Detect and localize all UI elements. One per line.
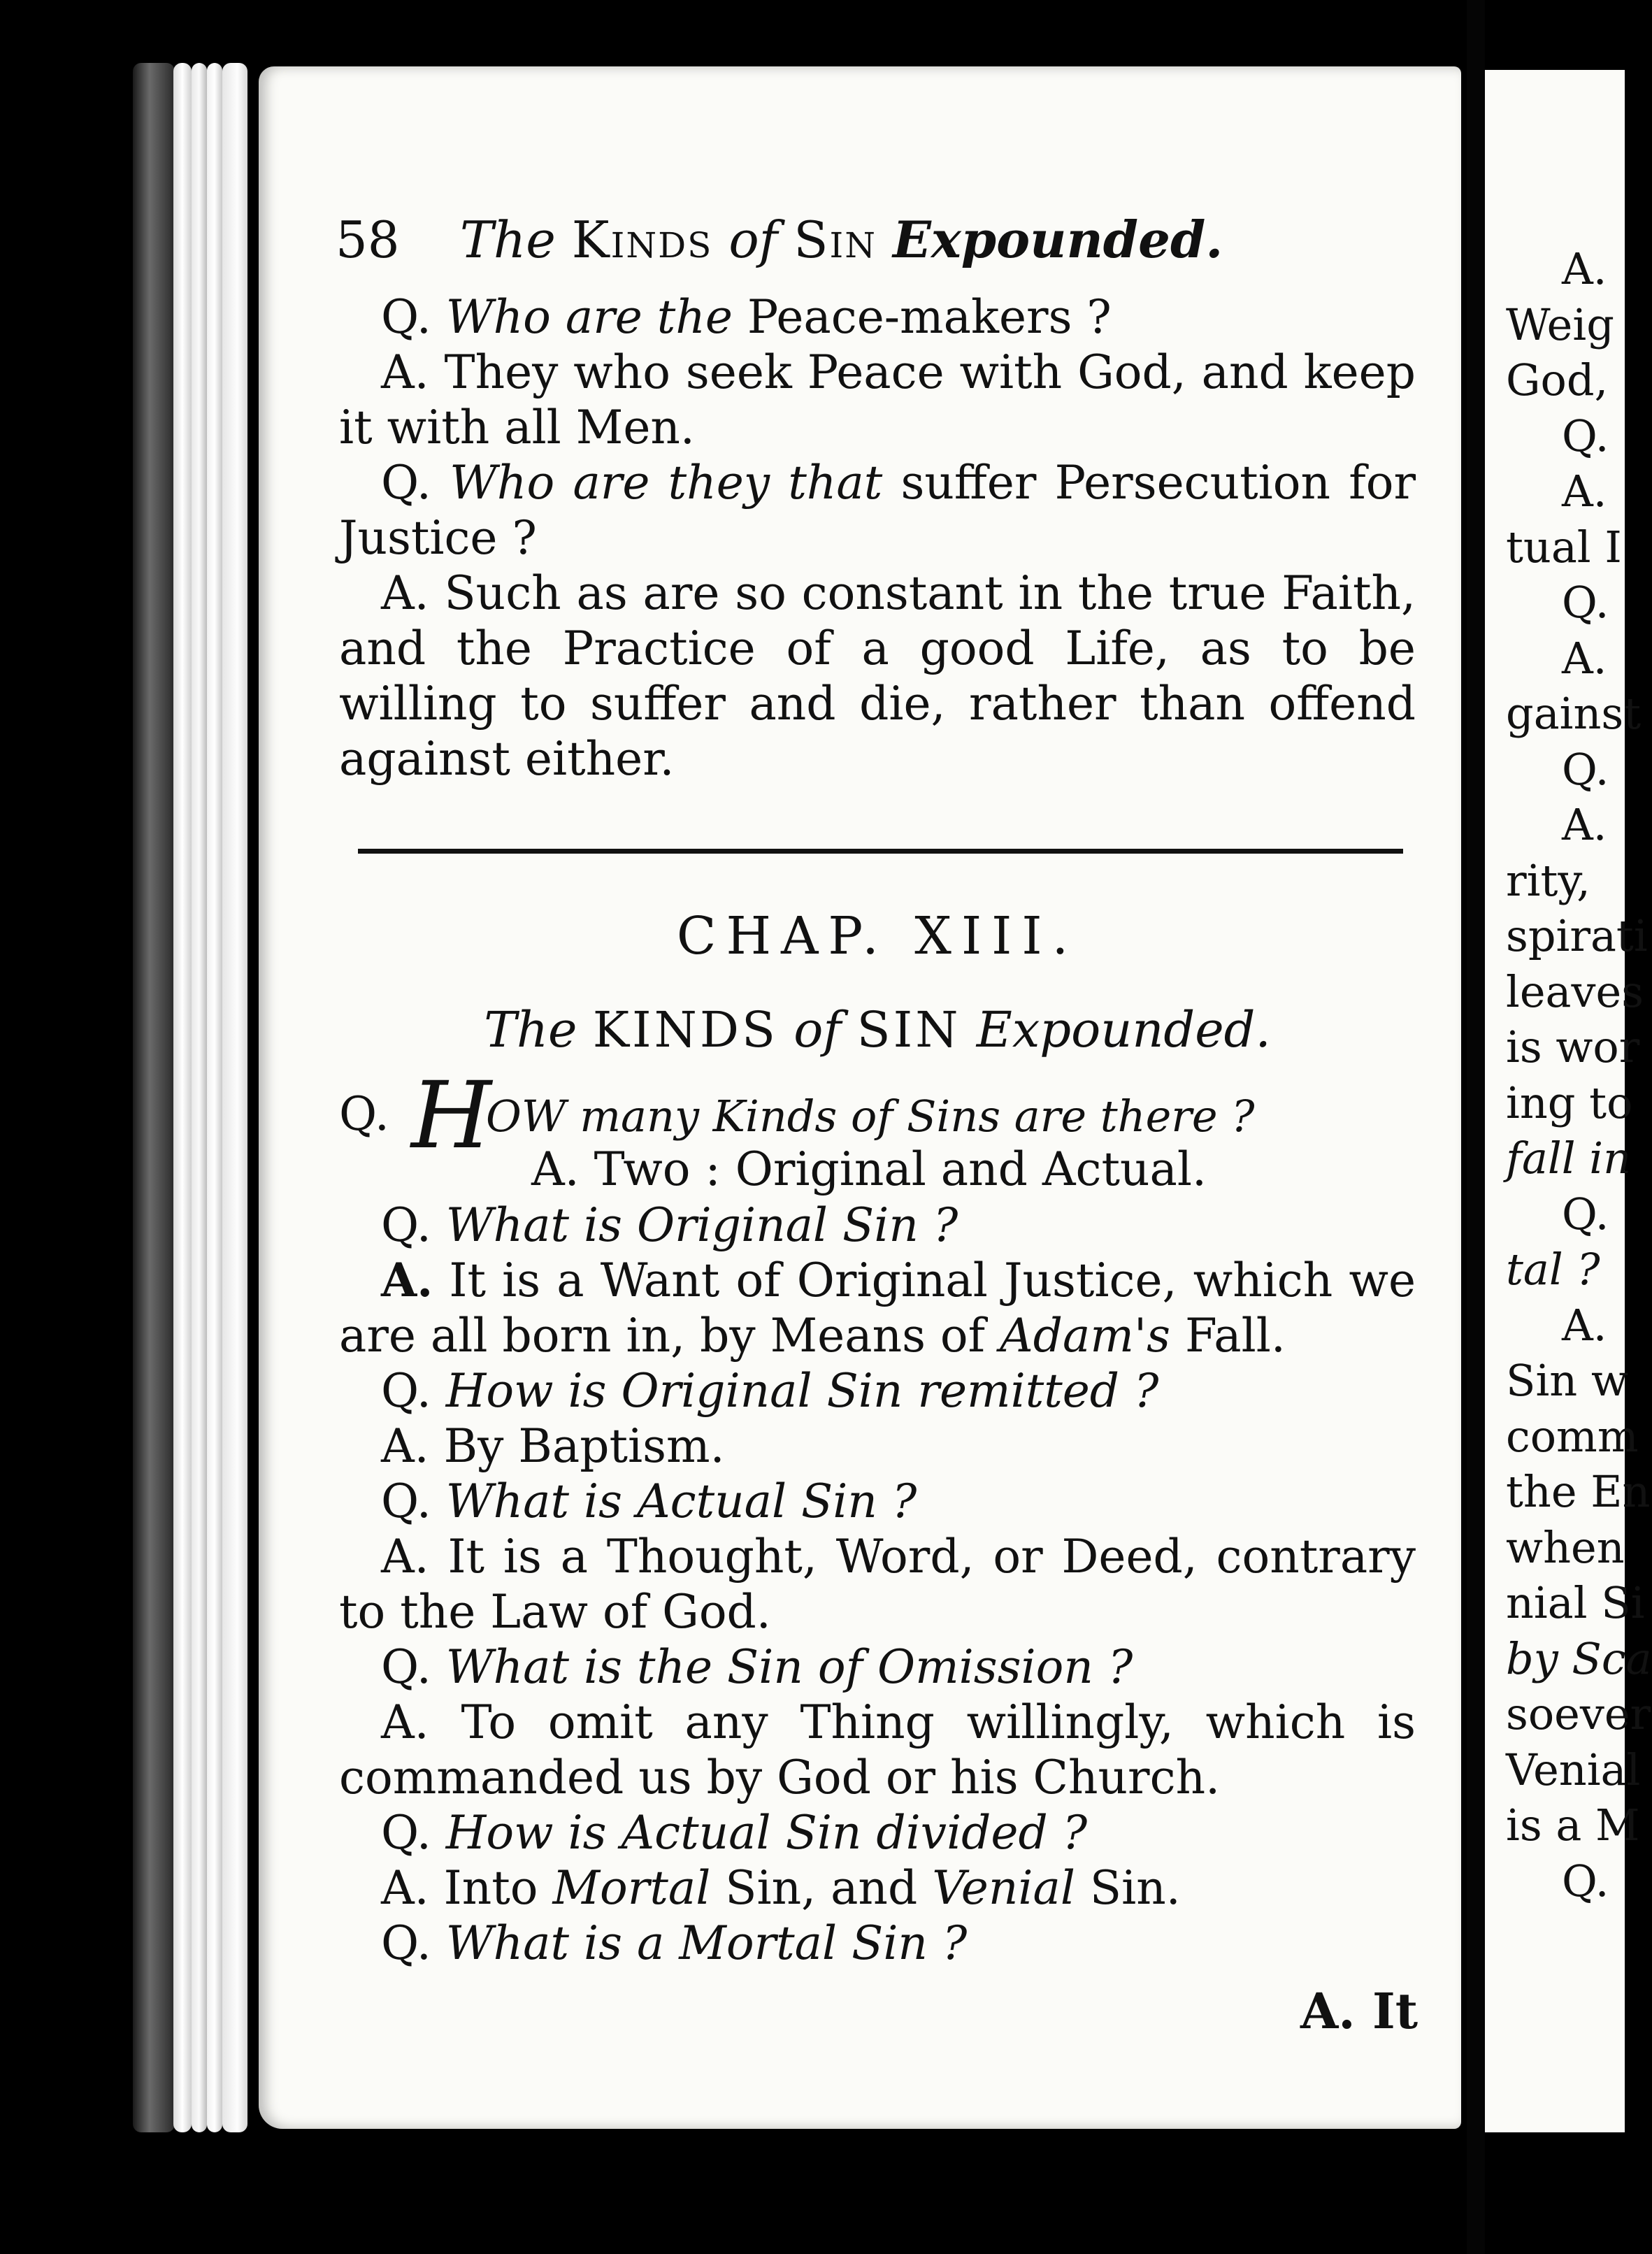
right-page-line: soever — [1506, 1688, 1651, 1739]
right-page-line: the En — [1506, 1466, 1651, 1517]
right-page-line: A. — [1562, 466, 1607, 517]
a-tail: Fall. — [1184, 1309, 1286, 1363]
question-divided — [339, 1805, 1416, 1860]
top-section — [339, 289, 1416, 787]
right-page-line: comm — [1506, 1410, 1639, 1462]
right-page-line: A. — [1562, 243, 1607, 294]
right-page-line: Q. — [1562, 1188, 1609, 1240]
right-page-line: Venial — [1506, 1744, 1641, 1795]
running-head — [336, 210, 1223, 269]
chapter-heading: CHAP. XIII. — [676, 906, 1079, 966]
chapter-title — [339, 1001, 1416, 1058]
drop-cap: H — [411, 1062, 492, 1170]
page-number: 58 — [336, 210, 400, 269]
right-page-line: spirati — [1506, 910, 1648, 961]
a-text: To omit any Thing willingly, which is commanded us by God or his Church. — [339, 1695, 1416, 1804]
a-label: A. — [381, 1530, 429, 1584]
answer-omission — [339, 1695, 1416, 1805]
q-label: Q. — [381, 456, 431, 510]
first-question-text: OW many Kinds of Sins are there ? — [486, 1091, 1255, 1142]
a-text: Such as are so constant in the true Faith, and the Practice of a good Life, as to be willing to suffer and die, rather than offend against either. — [339, 566, 1416, 786]
q-text: What is Original Sin ? — [445, 1198, 958, 1252]
a-text: It is a Want of Original Justice, which we are all born in, by Means of — [339, 1254, 1416, 1363]
q-label: Q. — [381, 290, 431, 344]
q-rest: suffer Persecution for Justice ? — [339, 456, 1416, 565]
q-text: How is Original Sin remitted ? — [445, 1364, 1159, 1418]
right-page-line: Sin w — [1506, 1355, 1629, 1406]
book-spine-shadow — [133, 63, 175, 2132]
right-page-line: God, — [1506, 354, 1609, 405]
question-peacemakers — [339, 289, 1416, 345]
q-label: Q. — [381, 1916, 431, 1970]
answer-persecution — [339, 566, 1416, 787]
q-label: Q. — [381, 1364, 431, 1418]
right-page-line: when — [1506, 1521, 1625, 1573]
right-page-line: rity, — [1506, 854, 1590, 906]
q-rest: Peace-makers ? — [747, 290, 1112, 344]
right-page-line: ing to — [1506, 1077, 1633, 1128]
a-text: They who seek Peace with God, and keep it with all Men. — [339, 345, 1416, 454]
question-actual-sin — [339, 1474, 1416, 1529]
right-page-line: nial Si — [1506, 1577, 1645, 1628]
question-remitted — [339, 1363, 1416, 1419]
answer-remitted — [339, 1419, 1416, 1474]
right-page-line: is wor — [1506, 1021, 1640, 1072]
a-mid: Sin, and — [725, 1861, 918, 1915]
answer-peacemakers — [339, 345, 1416, 455]
right-page-line: leaves — [1506, 966, 1644, 1017]
question-omission — [339, 1639, 1416, 1695]
a-text: It is a Thought, Word, or Deed, contrary to the Law of God. — [339, 1530, 1416, 1639]
right-page-line: gainst — [1506, 688, 1642, 739]
first-answer: A. Two : Original and Actual. — [531, 1142, 1207, 1196]
page-edge — [207, 63, 222, 2132]
q-text: What is a Mortal Sin ? — [445, 1916, 968, 1970]
right-page-line: A. — [1562, 632, 1607, 684]
head-sin: Sin — [793, 210, 877, 269]
q-italic: Who are the — [445, 290, 733, 344]
q-label: Q. — [381, 1474, 431, 1528]
answer-original-sin — [339, 1253, 1416, 1363]
head-kinds: Kinds — [571, 210, 713, 269]
question-original-sin — [339, 1198, 1416, 1253]
right-page-line: Q. — [1562, 1855, 1609, 1907]
page-edge — [192, 63, 207, 2132]
first-question-label: Q. — [339, 1087, 389, 1141]
chapter-title-the: The — [484, 1001, 577, 1058]
chapter-title-kinds: KINDS — [592, 1001, 779, 1058]
head-the: The — [459, 210, 556, 269]
question-persecution — [339, 455, 1416, 566]
chapter-title-expounded: Expounded. — [976, 1001, 1271, 1058]
right-page-line: Weig — [1506, 299, 1614, 350]
q-text: How is Actual Sin divided ? — [445, 1806, 1088, 1860]
right-page-line: Q. — [1562, 577, 1609, 628]
chapter-title-sin: SIN — [856, 1001, 961, 1058]
q-text: What is the Sin of Omission ? — [445, 1640, 1133, 1694]
section-rule — [358, 849, 1403, 854]
book-gutter — [1467, 0, 1485, 2254]
right-page-line: tal ? — [1506, 1244, 1600, 1295]
a-label: A. — [381, 1253, 433, 1307]
a-label: A. — [381, 1695, 429, 1749]
a-italic: Adam's — [1000, 1309, 1170, 1363]
right-page — [1485, 70, 1652, 2132]
a-label: A. — [381, 1861, 429, 1915]
right-page-line: Q. — [1562, 410, 1609, 461]
a-italic: Mortal — [552, 1861, 711, 1915]
chapter-title-of: of — [793, 1001, 842, 1058]
a-tail: Sin. — [1089, 1861, 1181, 1915]
page-edge — [173, 63, 192, 2132]
q-label: Q. — [381, 1640, 431, 1694]
right-page-line: Q. — [1562, 743, 1609, 795]
a-label: A. — [381, 1419, 429, 1473]
q-label: Q. — [381, 1806, 431, 1860]
right-page-line: tual I — [1506, 521, 1622, 573]
qa-list — [339, 1198, 1416, 1971]
a-italic: Venial — [932, 1861, 1075, 1915]
right-page-line: A. — [1562, 1299, 1607, 1351]
a-text: By Baptism. — [443, 1419, 725, 1473]
head-expounded: Expounded. — [892, 210, 1223, 269]
q-text: What is Actual Sin ? — [445, 1474, 917, 1528]
question-mortal-sin — [339, 1916, 1416, 1971]
a-label: A. — [381, 345, 429, 399]
answer-divided — [339, 1860, 1416, 1916]
right-page-line: fall in — [1506, 1133, 1632, 1184]
head-of: of — [728, 210, 778, 269]
a-text: Into — [443, 1861, 538, 1915]
right-page-line: is a M — [1506, 1800, 1640, 1851]
right-page-line: A. — [1562, 799, 1607, 850]
q-label: Q. — [381, 1198, 431, 1252]
right-page-line: by Sca — [1506, 1632, 1652, 1684]
q-italic: Who are they that — [450, 456, 883, 510]
a-label: A. — [381, 566, 429, 620]
catchword: A. It — [1300, 1982, 1418, 2040]
page-edge — [222, 63, 247, 2132]
answer-actual-sin — [339, 1529, 1416, 1639]
